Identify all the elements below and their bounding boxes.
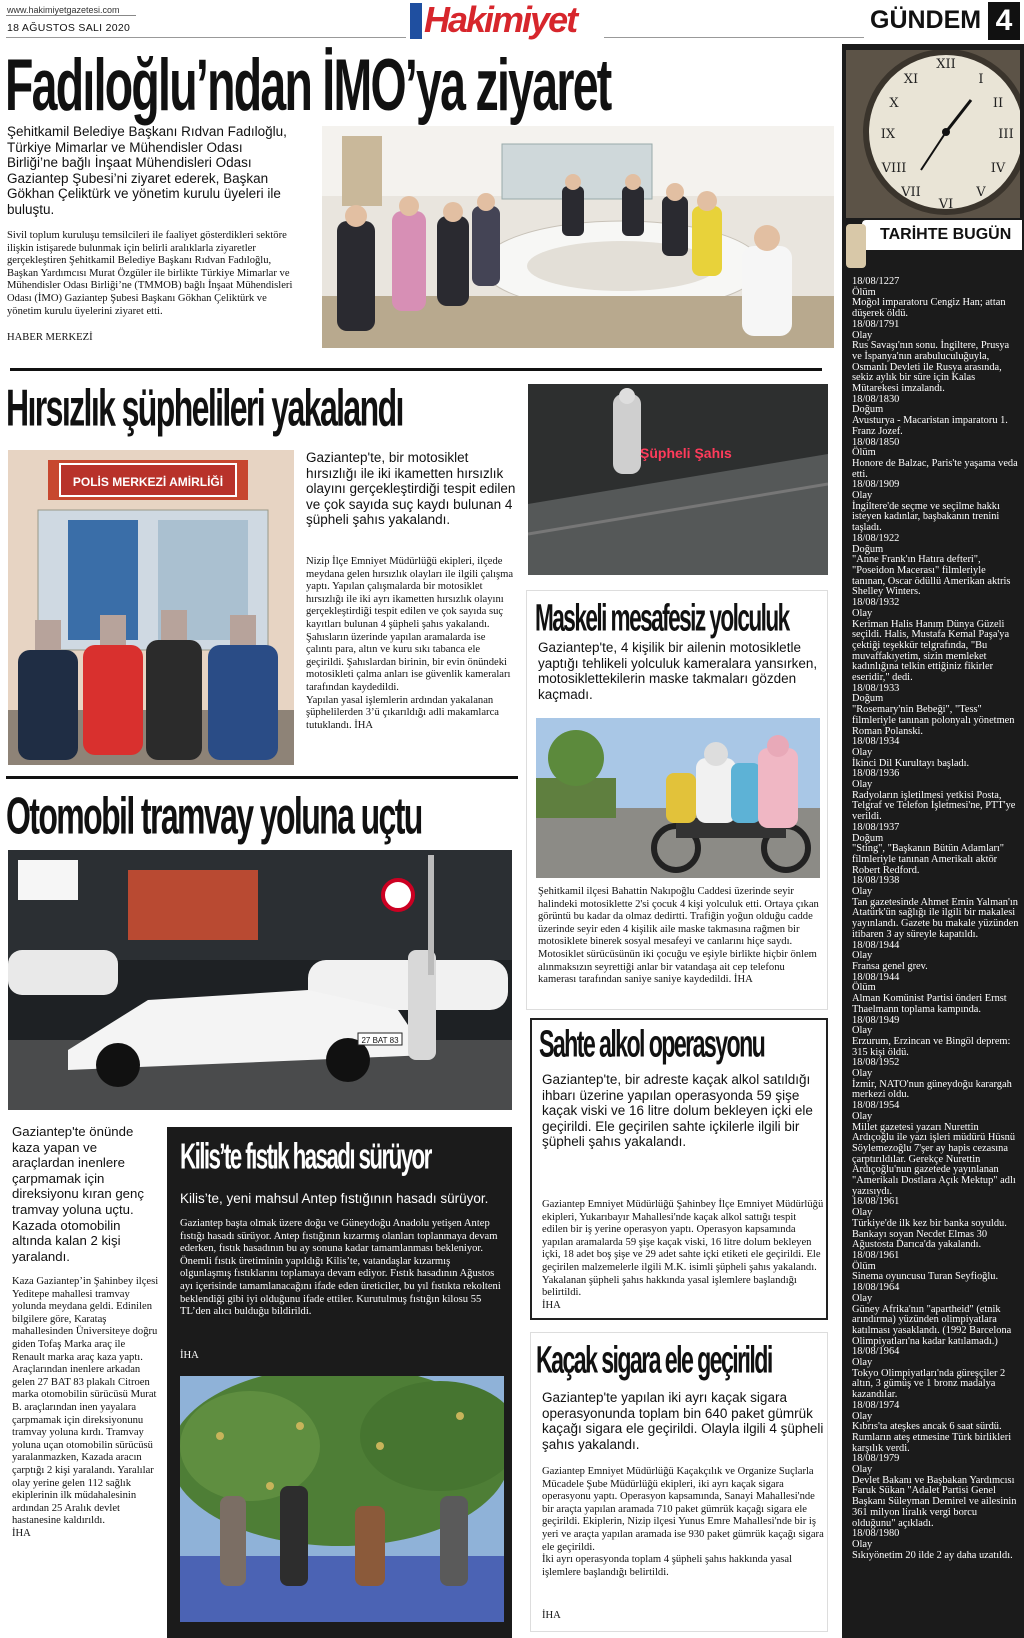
history-item-text: İzmir, NATO'nun güneydoğu karargah merkezi oldu. [852,1078,1012,1101]
imo-headline: Fadıloğlu’ndan İMO’ya ziyaret [5,45,611,127]
sigara-lead: Gaziantep'te yapılan iki ayrı kaçak sigara operasyonunda toplam bin 640 paket gümrük kaçağı sigara ele geçirildi. Olayla ilgili 4 şüpheli şahıs yakalandı. [542,1390,824,1452]
history-item-type: Olay [852,950,873,962]
svg-text:V: V [976,185,986,200]
history-item-date: 18/08/1791 [852,318,900,330]
history-item-date: 18/08/1934 [852,736,900,748]
history-item-text: Devlet Bakanı ve Başbakan Yardımcısı Faruk Sükan "Adalet Partisi Genel Başkanı Süleyman Demirel ve ailesinin 361 milyon liralık vergi borcu olduğunu" açıkladı. [852,1474,1017,1529]
history-item-date: 18/08/1909 [852,479,900,491]
history-item-type: Olay [852,1207,873,1219]
history-item-text: Kıbrıs'ta ateşkes ancak 6 saat sürdü. Rumların ateş etmesine Türk birlikleri karşılık verdi. [852,1421,1012,1454]
svg-text:VI: VI [938,197,954,212]
svg-text:IV: IV [990,161,1006,176]
history-item-type: Olay [852,746,873,758]
history-item-date: 18/08/1938 [852,875,900,887]
history-item-date: 18/08/1980 [852,1528,900,1540]
history-item-date: 18/08/1937 [852,821,900,833]
history-item-type: Olay [852,1464,873,1476]
accident-photo [8,850,512,1110]
history-item-date: 18/08/1964 [852,1346,900,1358]
history-item-date: 18/08/1936 [852,768,900,780]
history-item-type: Olay [852,607,873,619]
maskeli-lead: Gaziantep'te, 4 kişilik bir ailenin motosikletle yaptığı tehlikeli yolculuk kameralara yansırken, motosiklettekilerin maske takmaları gözden kaçmadı. [538,640,818,702]
history-item-text: "Sting", "Başkanın Bütün Adamları" filmleriyle tanınan Amerikalı aktör Robert Redford. [852,843,1005,876]
history-item [852,1283,1020,1347]
history-item-text: Sinema oyuncusu Turan Seyfioğlu. [852,1271,999,1283]
history-item-type: Olay [852,1538,873,1550]
imo-lead: Şehitkamil Belediye Başkanı Rıdvan Fadıloğlu, Türkiye Mimarlar ve Mühendisler Odası Birliği’ne bağlı İnşaat Mühendisleri Odası Gaziantep Şubesi’ni ziyaret ederek, Başkan Gökhan Çeliktürk ve yönetim kurulu üyeleri ile buluştu. [7,124,287,217]
history-item-date: 18/08/1974 [852,1399,900,1411]
history-item [852,1251,1020,1283]
history-item-text: Avusturya - Macaristan imparatoru 1. Franz Jozef. [852,415,1008,437]
alkol-body: Gaziantep Emniyet Müdürlüğü Şahinbey İlçe Emniyet Müdürlüğü ekipleri, Yukarıbayır Mahallesi'nde kaçak alkol sattığı tespit edilen bir iş yerine operasyon yaptı. Operasyon kapsamında yapılan aramalarda 59 şişe kaçak viski, 16 litre dolum bekleyen içki, 18 adet boş şişe ve 29 adet sahte içki etiketi ele geçirildi. Ele geçirilen malzemelerle ilgili M.K. isimli şüpheli şahıs yakalandı. Yakalanan şüpheli şahıs hakkında yasal işlemlere başlandığı belirtildi. İHA [542,1199,824,1311]
rule-1 [10,368,822,371]
history-item-type: Olay [852,490,873,502]
history-item-text: Rus Savaşı'nın sonu. İngiltere, Prusya ve İspanya'nın arabuluculuğuyla, Osmanlı Devleti ile Rusya arasında, sekiz aylık bir süre için Kalas Mütarekesi imzalandı. [852,340,1010,395]
history-item-text: Millet gazetesi yazarı Nurettin Ardıçoğlu ile yazı işleri müdürü Hüsnü Söylemezoğlu 7'şer ay hapis cezasına çarptırıldılar. Gerekçe Nurettin Ardıçoğlu'nun gazetede yayınlanan "Amerikalı Dostlara Açık Mektup" adlı yazısıydı. [852,1121,1016,1197]
history-item-text: İkinci Dil Kurultayı başladı. [852,757,970,769]
history-item-date: 18/08/1964 [852,1282,900,1294]
sigara-body: Gaziantep Emniyet Müdürlüğü Kaçakçılık ve Organize Suçlarla Mücadele Şube Müdürlüğü ekipleri, iki ayrı kaçak sigara operasyonu yaptı. Operasyon kapsamında, Sanayi Mahallesi'nde bir araçta yapılan aramada 710 paket gümrük kaçağı sigara ele geçirildi. Ekiplerin, Nizip ilçesi Yunus Emre Mahallesi'nde bir iş yeri ve araçta yapılan aramada ise 930 paket gümrük kaçağı sigara ele geçirildi. İki ayrı operasyonda toplam 4 şüpheli şahıs hakkında yasal işlemlere başlandığı belirtildi. [542,1466,824,1578]
history-list [852,277,1020,1561]
history-item-type: Olay [852,1357,873,1369]
cctv-photo [528,384,828,575]
issue-date: 18 AĞUSTOS SALI 2020 [7,22,131,34]
section-label: GÜNDEM [870,6,982,34]
history-item [852,320,1020,395]
history-item-date: 18/08/1227 [852,276,900,287]
history-item-type: Olay [852,1292,873,1304]
logo-text: Hakimiyet [424,0,577,40]
history-item [852,395,1020,438]
history-item [852,823,1020,877]
history-item [852,769,1020,823]
history-item-text: Moğol imparatoru Cengiz Han; attan düşerek öldü. [852,297,1006,320]
svg-text:VIII: VIII [881,161,907,176]
history-item [852,1401,1020,1455]
history-item [852,1016,1020,1059]
history-item-type: Doğum [852,693,884,705]
history-item-type: Olay [852,1410,873,1422]
hirsizlik-lead: Gaziantep'te, bir motosiklet hırsızlığı ile iki ikametten hırsızlık olayını gerçekleştirdiği tespit edilen ve çok sayıda suç kaydı bulunan 4 şüpheli şahıs yakalandı. [306,450,516,527]
history-item-type: Olay [852,886,873,898]
history-item [852,737,1020,769]
history-item-date: 18/08/1922 [852,532,900,544]
history-item-type: Olay [852,1025,873,1037]
svg-text:X: X [889,96,899,111]
history-item [852,1454,1020,1529]
hirsizlik-headline: Hırsızlık şüphelileri yakalandı [6,380,403,438]
alkol-headline: Sahte alkol operasyonu [539,1024,765,1066]
history-item-date: 18/08/1961 [852,1249,900,1261]
history-item-text: Radyoların işletilmesi yetkisi Posta, Telgraf ve Telefon İşletmesi'ne, PTT'ye verildi. [852,789,1016,823]
history-item-text: Tokyo Olimpiyatları'nda güreşçiler 2 altın, 3 gümüş ve 1 bronz madalya kazandılar. [852,1367,1006,1401]
history-item-date: 18/08/1954 [852,1100,900,1112]
history-item-text: Sıkıyönetim 20 ilde 2 ay daha uzatıldı. [852,1549,1013,1561]
history-item [852,438,1020,481]
history-item-text: Güney Afrika'nın "apartheid" (etnik arındırma) yüzünden olimpiyatlara katılması yasaklandı. (1992 Barcelona Olimpiyatları'na kadar katılamadı.) [852,1303,1012,1347]
history-item [852,598,1020,684]
history-item-date: 18/08/1961 [852,1196,900,1208]
history-item [852,876,1020,940]
history-item-date: 18/08/1933 [852,682,900,694]
sigara-headline: Kaçak sigara ele geçirildi [536,1340,772,1382]
imo-byline: HABER MERKEZİ [7,332,93,343]
history-item-text: Honore de Balzac, Paris'te yaşama veda etti. [852,457,1018,480]
maskeli-headline: Maskeli mesafesiz yolculuk [535,598,789,640]
masthead [0,0,1024,46]
history-item [852,1058,1020,1101]
history-item-text: Tan gazetesinde Ahmet Emin Yalman'ın Atatürk'ün sağlığı ile ilgili bir makalesi yayınlandı. Gazete bu makale yüzünden itibaren 3 ay süreyle kapatıldı. [852,896,1019,940]
history-item-date: 18/08/1952 [852,1057,900,1069]
svg-text:VII: VII [901,185,921,200]
history-item-text: Keriman Halis Hanım Dünya Güzeli seçildi. Halis, Mustafa Kemal Paşa'ya çektiği teşekkür telgrafında, "Bu muvaffakıyetim, sizin memleket kadınlığına telkin ettiğiniz fikirler eseridir," dedi. [852,618,1010,684]
history-item [852,973,1020,1016]
history-item-type: Ölüm [852,286,876,298]
history-item-text: "Anne Frank'ın Hatıra defteri", "Poseidon Macerası" filmleriyle tanınan, Oscar ödüllü Amerikan aktris Shelley Winters. [852,554,1011,598]
history-item [852,1197,1020,1251]
police-sign-text: POLİS MERKEZİ AMİRLİĞİ [72,475,224,489]
imo-meeting-photo [322,126,834,348]
svg-text:II: II [992,96,1004,111]
history-item [852,480,1020,534]
accident-plate: 27 BAT 83 [361,1036,399,1045]
svg-text:XI: XI [903,72,919,87]
history-item-text: Erzurum, Erzincan ve Bingöl deprem: 315 kişi öldü. [852,1035,1011,1058]
history-item-date: 18/08/1944 [852,939,900,951]
pistachio-photo [180,1376,504,1622]
history-item-type: Olay [852,1110,873,1122]
svg-text:III: III [998,127,1014,142]
history-item-date: 18/08/1949 [852,1014,900,1026]
history-sidebar [842,44,1024,1638]
sigara-byline: İHA [542,1610,561,1621]
history-item-type: Doğum [852,832,884,844]
police-photo [8,450,294,765]
svg-text:I: I [978,72,984,87]
history-item-type: Doğum [852,404,884,416]
hirsizlik-body: Nizip İlçe Emniyet Müdürlüğü ekipleri, ilçede meydana gelen hırsızlık olayları ile ilgili çalışma yaptı. Yapılan çalışmalarda bir motosiklet hırsızlığı ile iki ayrı ikametten hırsızlık olayını gerçekleştirdiği tespit edilen ve çok sayıda suç kayıtları bulunan 4 şüpheli şahıs yakalandı. Şahısların üzerinde yapılan aramalarda ise çalıntı para, altın ve kuru sıkı tabanca ele geçirildi. Şahıslardan birinin, bir evin önündeki motosikleti çalma anları ise güvenlik kameraları tarafından kaydedildi. Yapılan yasal işlemlerin ardından yakalanan şüphelilerden 3’ü çıkarıldığı adli makamlarca tutuklandı. İHA [306,556,514,731]
history-item-date: 18/08/1850 [852,436,900,448]
history-item-type: Doğum [852,543,884,555]
history-item [852,1101,1020,1197]
scroll-icon [846,224,866,268]
history-item-text: "Rosemary'nin Bebeği", "Tess" filmleriyle tanınan polonyalı yönetmen Roman Polanski. [852,704,1015,737]
history-item [852,941,1020,973]
history-item-text: Fransa genel grev. [852,961,928,972]
history-item-type: Ölüm [852,1260,876,1272]
history-item-date: 18/08/1944 [852,971,900,983]
alkol-lead: Gaziantep'te, bir adreste kaçak alkol satıldığı ihbarı üzerine yapılan operasyonda 59 şişe kaçak viski ve 16 litre dolum bekleyen içki ele geçirildi. Ele geçirilen sahte içkilerle ilgili bir şüpheli şahıs yakalandı. [542,1072,813,1149]
kilis-byline: İHA [180,1350,199,1361]
page-number: 4 [988,2,1020,40]
history-item-date: 18/08/1979 [852,1453,900,1465]
history-item-date: 18/08/1932 [852,597,900,609]
svg-text:XII: XII [936,57,956,72]
history-item [852,534,1020,598]
history-item-type: Olay [852,1068,873,1080]
kilis-lead: Kilis’te, yeni mahsul Antep fıstığının hasadı sürüyor. [180,1191,489,1206]
history-item [852,277,1020,320]
history-item-type: Olay [852,329,873,341]
kilis-body: Gaziantep başta olmak üzere doğu ve Güneydoğu Anadolu yetişen Antep fıstığı hasadı sürüyor. Antep fıstığının kızarmış olanları toplanmaya devam ederken, fıstık hasadının bu ay sonuna kadar tamamlanması bekleniyor. Önemli fıstık üretiminin yapıldığı Kilis’te, vatandaşlar kızarmış olgunlaşmış fıstıklarını toplamaya devam ediyor. Fıstık hasadının Ağustos ayı içerisinde tamamlanacağını ifade eden üreticiler, bu yıl fıstıkta rekolteni beklendiği gibi iyi olduğunu ifade ettiler. Kurutulmuş fıstığın kilosu 55 TL’den alıcı bulduğu bildirildi. [180,1218,501,1318]
cctv-label: Şüpheli Şahıs [640,445,732,461]
history-item-text: İngiltere'de seçme ve seçilme hakkı isteyen kadınlar, başbakanın trenini taşladı. [852,500,1000,534]
imo-body: Sivil toplum kuruluşu temsilcileri ile faaliyet gösterdikleri sektöre ilişkin istişarede bulunmak için belirli aralıklarla ziyaretler gerçekleştiren Şehitkamil Belediye Başkanı Rıdvan Fadıloğlu, Başkan Yardımcısı Murat Özgüler ile birlikte Türkiye Mimarlar ve Mühendisler Odası Birliği’ne (TMMOB) bağlı İnşaat Mühendisleri Odası (İMO) Gaziantep Şubesi Başkanı Gökhan Çeliktürk ve yönetim kurulu üyelerini ziyaret etti. [7,230,293,317]
history-title: TARİHTE BUGÜN [880,226,1012,243]
history-item [852,1347,1020,1401]
clock-illustration [846,50,1020,218]
kilis-headline: Kilis’te fıstık hasadı sürüyor [180,1136,431,1177]
history-item-text: Alman Komünist Partisi önderi Ernst Thaelmann toplama kampında. [852,993,1007,1015]
history-item-type: Olay [852,779,873,791]
rule-2 [6,776,518,779]
logo[interactable] [410,1,600,41]
tramvay-lead: Gaziantep'te önünde kaza yapan ve araçlardan inenlere çarpmamak için direksiyonu kıran genç tramvay yoluna uçtu. Kazada otomobilin altında kalan 2 kişi yaralandı. [12,1124,144,1264]
history-item-date: 18/08/1830 [852,393,900,405]
maskeli-body: Şehitkamil ilçesi Bahattin Nakıpoğlu Caddesi üzerinde seyir halindeki motosiklette 2'si çocuk 4 kişi yolculuk etti. Ortaya çıkan görüntü bu kadar da olmaz dedirtti. Trafiğin yoğun olduğu cadde üzerinde seyir eden 4 kişilik aile maske takmasına rağmen bir motosiklete binerek sosyal mesafeyi ve canlarını hiçe saydı. Motosiklet sürücüsünün iki çocuğu ve eşiyle birlikte hiçbir önlem alınmaksızın seyrettiği anlar bir vatandaşa ait cep telefonu kamerası tarafından saniye saniye kaydedildi. İHA [538,886,819,986]
motorcycle-photo [536,718,820,878]
tramvay-headline: Otomobil tramvay yoluna uçtu [6,788,422,846]
site-url[interactable]: www.hakimiyetgazetesi.com [7,5,120,15]
history-item [852,684,1020,738]
history-item-type: Ölüm [852,982,876,994]
history-item-type: Ölüm [852,447,876,459]
history-item-text: Türkiye'de ilk kez bir banka soyuldu. Bankayı soyan Necdet Elmas 30 Ağustosta Darıca'da yakalandı. [852,1217,1007,1251]
tramvay-body: Kaza Gaziantep’in Şahinbey ilçesi Yeditepe mahallesi tramvay yolunda meydana geldi. Edinilen bilgilere göre, Karataş mahallesinden Üniversiteye doğru giden Tofaş Marka araç ile Renault marka araç kaza yaptı. Araçlarından inenlere arkadan gelen 27 BAT 83 plakalı Citroen marka otomobilin sürücüsü Murat B. araçlarından inen yayalara çarpmamak için direksiyonunu tramvay yoluna kırdı. Tramvay yoluna uçan otomobilin sürücüsü yaralanmazken, Kazada aracın çarptığı 2 kişi yaralandı. Yaralılar olay yerine gelen 112 sağlık ekiplerinin ilk müdahalesinin ardından 25 Aralık devlet hastanesine kaldırıldı. İHA [12,1276,159,1539]
svg-text:IX: IX [880,127,896,142]
history-item [852,1529,1020,1561]
